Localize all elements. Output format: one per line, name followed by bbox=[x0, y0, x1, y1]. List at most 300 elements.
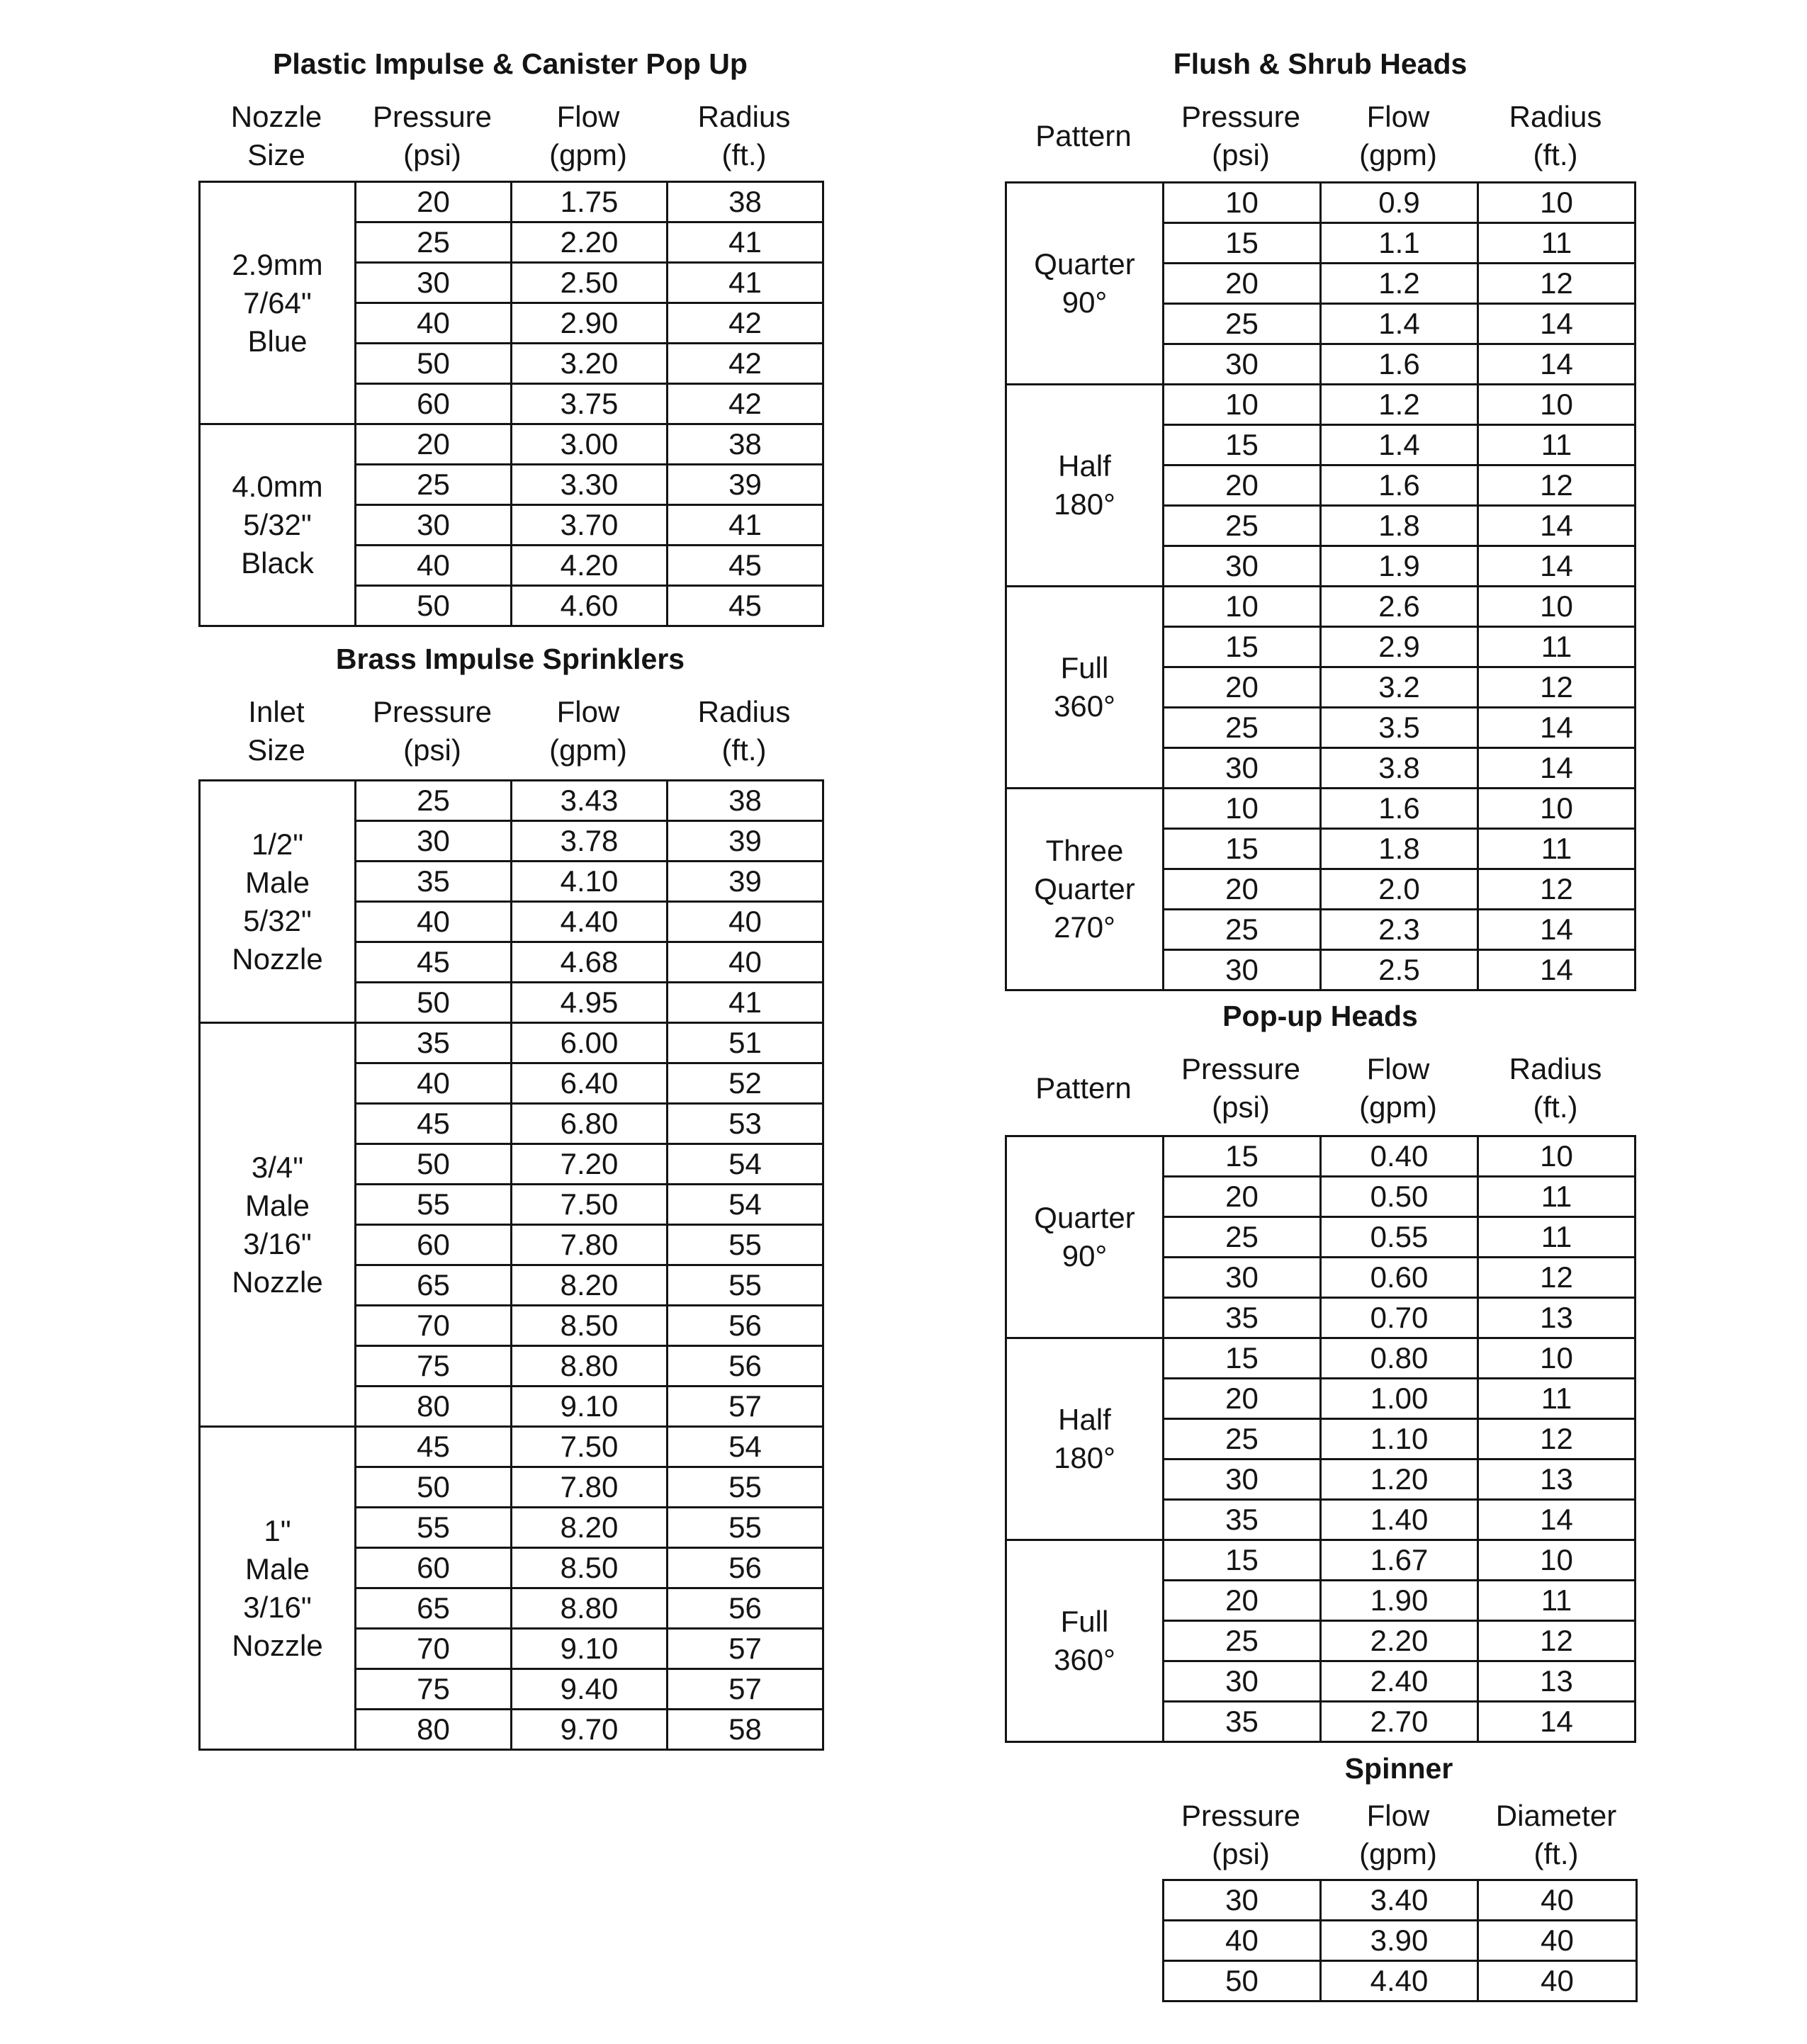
radius-cell: 14 bbox=[1478, 748, 1636, 789]
column-header-line2: (gpm) bbox=[1359, 1090, 1437, 1124]
table-row bbox=[1006, 587, 1636, 627]
flow-cell: 8.20 bbox=[512, 1508, 668, 1548]
flow-cell: 4.10 bbox=[512, 862, 668, 902]
flow-cell: 9.40 bbox=[512, 1669, 668, 1710]
pressure-cell: 50 bbox=[356, 1144, 512, 1185]
flow-cell: 2.3 bbox=[1321, 910, 1478, 950]
pressure-cell: 30 bbox=[1164, 1661, 1321, 1702]
pressure-cell: 15 bbox=[1164, 1136, 1321, 1177]
pressure-cell: 45 bbox=[356, 1427, 512, 1467]
radius-cell: 39 bbox=[668, 821, 823, 862]
flow-cell: 0.40 bbox=[1321, 1136, 1478, 1177]
flow-cell: 1.8 bbox=[1321, 506, 1478, 546]
radius-cell: 11 bbox=[1478, 1379, 1636, 1419]
flow-cell: 6.80 bbox=[512, 1104, 668, 1144]
spinner-table bbox=[1162, 1879, 1638, 2002]
group-label: 3/4" Male 3/16" Nozzle bbox=[200, 1023, 356, 1427]
pressure-cell: 50 bbox=[1164, 1961, 1321, 2001]
pressure-cell: 30 bbox=[1164, 546, 1321, 587]
table-row bbox=[1006, 1338, 1636, 1379]
radius-cell: 14 bbox=[1478, 1500, 1636, 1540]
flow-cell: 9.10 bbox=[512, 1629, 668, 1669]
radius-cell: 13 bbox=[1478, 1298, 1636, 1338]
radius-cell: 12 bbox=[1478, 869, 1636, 910]
pressure-cell: 35 bbox=[1164, 1500, 1321, 1540]
radius-cell: 52 bbox=[668, 1063, 823, 1104]
pressure-cell: 35 bbox=[356, 1023, 512, 1063]
pressure-cell: 25 bbox=[356, 781, 512, 821]
column-header-line1: Pattern bbox=[1035, 1071, 1132, 1105]
flow-cell: 2.5 bbox=[1321, 950, 1478, 990]
table-row bbox=[200, 182, 823, 222]
flow-cell: 0.9 bbox=[1321, 183, 1478, 223]
pressure-cell: 25 bbox=[1164, 1621, 1321, 1661]
spinner-header bbox=[1162, 1797, 1636, 1873]
flow-cell: 3.40 bbox=[1321, 1880, 1478, 1921]
diameter-cell: 40 bbox=[1478, 1880, 1637, 1921]
column-header-line1: Pressure bbox=[372, 100, 492, 133]
table-row bbox=[1006, 183, 1636, 223]
flow-cell: 8.80 bbox=[512, 1588, 668, 1629]
flow-cell: 4.95 bbox=[512, 983, 668, 1023]
flow-cell: 2.0 bbox=[1321, 869, 1478, 910]
group-label: Three Quarter 270° bbox=[1006, 789, 1164, 990]
column-header-line1: Diameter bbox=[1495, 1799, 1617, 1832]
pressure-cell: 60 bbox=[356, 1225, 512, 1265]
column-header bbox=[1477, 1797, 1636, 1873]
pressure-cell: 15 bbox=[1164, 627, 1321, 667]
pressure-cell: 25 bbox=[1164, 910, 1321, 950]
column-header bbox=[1319, 1797, 1477, 1873]
radius-cell: 45 bbox=[668, 546, 823, 586]
pressure-cell: 50 bbox=[356, 1467, 512, 1508]
pressure-cell: 75 bbox=[356, 1346, 512, 1387]
radius-cell: 10 bbox=[1478, 587, 1636, 627]
radius-cell: 40 bbox=[668, 942, 823, 983]
flow-cell: 1.8 bbox=[1321, 829, 1478, 869]
column-header bbox=[666, 693, 822, 769]
pressure-cell: 20 bbox=[1164, 667, 1321, 708]
radius-cell: 38 bbox=[668, 182, 823, 222]
radius-cell: 56 bbox=[668, 1346, 823, 1387]
table-row bbox=[200, 1427, 823, 1467]
flow-cell: 3.43 bbox=[512, 781, 668, 821]
flow-cell: 1.9 bbox=[1321, 546, 1478, 587]
flow-cell: 1.2 bbox=[1321, 385, 1478, 425]
column-header-line2: (psi) bbox=[403, 733, 461, 767]
group-label: 1/2" Male 5/32" Nozzle bbox=[200, 781, 356, 1023]
radius-cell: 12 bbox=[1478, 465, 1636, 506]
pressure-cell: 80 bbox=[356, 1710, 512, 1750]
flow-cell: 2.9 bbox=[1321, 627, 1478, 667]
radius-cell: 57 bbox=[668, 1387, 823, 1427]
spinner-title: Spinner bbox=[1344, 1752, 1453, 1785]
column-header-line1: Flow bbox=[1366, 1799, 1430, 1832]
brass-impulse-title: Brass Impulse Sprinklers bbox=[335, 643, 685, 675]
column-header-line1: Flow bbox=[556, 100, 620, 133]
column-header bbox=[1477, 1050, 1634, 1127]
pressure-cell: 20 bbox=[1164, 1581, 1321, 1621]
flow-cell: 3.2 bbox=[1321, 667, 1478, 708]
flow-cell: 7.50 bbox=[512, 1185, 668, 1225]
pressure-cell: 15 bbox=[1164, 1338, 1321, 1379]
radius-cell: 42 bbox=[668, 344, 823, 384]
pressure-cell: 25 bbox=[356, 465, 512, 505]
pressure-cell: 20 bbox=[356, 424, 512, 465]
radius-cell: 14 bbox=[1478, 304, 1636, 344]
column-header-line2: (gpm) bbox=[1359, 1837, 1437, 1870]
flow-cell: 3.8 bbox=[1321, 748, 1478, 789]
column-header bbox=[1162, 98, 1319, 174]
table-row bbox=[1006, 1136, 1636, 1177]
flow-cell: 3.75 bbox=[512, 384, 668, 424]
column-header-line2: (ft.) bbox=[721, 733, 767, 767]
flow-cell: 0.80 bbox=[1321, 1338, 1478, 1379]
flow-cell: 1.00 bbox=[1321, 1379, 1478, 1419]
pressure-cell: 20 bbox=[1164, 869, 1321, 910]
column-header bbox=[1319, 1050, 1477, 1127]
plastic-impulse-header bbox=[198, 98, 822, 174]
pressure-cell: 45 bbox=[356, 942, 512, 983]
radius-cell: 12 bbox=[1478, 1621, 1636, 1661]
column-header-line2: (psi) bbox=[1212, 1837, 1270, 1870]
pressure-cell: 15 bbox=[1164, 1540, 1321, 1581]
column-header-line1: Pressure bbox=[1181, 100, 1301, 133]
column-header-line1: Radius bbox=[697, 695, 791, 728]
pressure-cell: 25 bbox=[1164, 1419, 1321, 1459]
pressure-cell: 60 bbox=[356, 1548, 512, 1588]
flow-cell: 3.30 bbox=[512, 465, 668, 505]
pressure-cell: 25 bbox=[1164, 506, 1321, 546]
pressure-cell: 30 bbox=[1164, 950, 1321, 990]
flow-cell: 4.40 bbox=[1321, 1961, 1478, 2001]
pressure-cell: 70 bbox=[356, 1306, 512, 1346]
radius-cell: 11 bbox=[1478, 1581, 1636, 1621]
pressure-cell: 20 bbox=[1164, 465, 1321, 506]
flow-cell: 1.20 bbox=[1321, 1459, 1478, 1500]
pressure-cell: 60 bbox=[356, 384, 512, 424]
pressure-cell: 40 bbox=[356, 303, 512, 344]
radius-cell: 10 bbox=[1478, 183, 1636, 223]
flow-cell: 8.20 bbox=[512, 1265, 668, 1306]
pressure-cell: 15 bbox=[1164, 425, 1321, 465]
radius-cell: 13 bbox=[1478, 1459, 1636, 1500]
pressure-cell: 30 bbox=[356, 505, 512, 546]
radius-cell: 39 bbox=[668, 465, 823, 505]
column-header-line2: (ft.) bbox=[1533, 138, 1578, 171]
pressure-cell: 45 bbox=[356, 1104, 512, 1144]
flow-cell: 2.50 bbox=[512, 263, 668, 303]
table-row bbox=[200, 1023, 823, 1063]
radius-cell: 53 bbox=[668, 1104, 823, 1144]
pressure-cell: 25 bbox=[1164, 1217, 1321, 1258]
flow-cell: 1.4 bbox=[1321, 425, 1478, 465]
column-header-line2: (psi) bbox=[1212, 138, 1270, 171]
radius-cell: 41 bbox=[668, 263, 823, 303]
table-row bbox=[1006, 385, 1636, 425]
radius-cell: 14 bbox=[1478, 506, 1636, 546]
radius-cell: 12 bbox=[1478, 264, 1636, 304]
column-header-line1: Inlet bbox=[248, 695, 305, 728]
radius-cell: 38 bbox=[668, 424, 823, 465]
group-label: Half 180° bbox=[1006, 385, 1164, 587]
column-header-line1: Pattern bbox=[1035, 119, 1132, 152]
pressure-cell: 10 bbox=[1164, 183, 1321, 223]
column-header bbox=[1005, 1050, 1162, 1127]
flow-cell: 7.80 bbox=[512, 1467, 668, 1508]
plastic-impulse-table bbox=[198, 181, 824, 627]
pressure-cell: 20 bbox=[1164, 264, 1321, 304]
flow-cell: 1.6 bbox=[1321, 344, 1478, 385]
column-header-line1: Nozzle bbox=[230, 100, 322, 133]
flow-cell: 3.20 bbox=[512, 344, 668, 384]
column-header bbox=[666, 98, 822, 174]
pressure-cell: 25 bbox=[356, 222, 512, 263]
flush-shrub-title: Flush & Shrub Heads bbox=[1173, 47, 1468, 80]
pressure-cell: 30 bbox=[1164, 344, 1321, 385]
flow-cell: 4.20 bbox=[512, 546, 668, 586]
radius-cell: 12 bbox=[1478, 1258, 1636, 1298]
flush-shrub-header bbox=[1005, 98, 1634, 174]
flow-cell: 4.68 bbox=[512, 942, 668, 983]
pressure-cell: 10 bbox=[1164, 385, 1321, 425]
radius-cell: 57 bbox=[668, 1669, 823, 1710]
radius-cell: 41 bbox=[668, 505, 823, 546]
pressure-cell: 35 bbox=[1164, 1702, 1321, 1742]
flow-cell: 1.75 bbox=[512, 182, 668, 222]
radius-cell: 11 bbox=[1478, 627, 1636, 667]
flow-cell: 3.00 bbox=[512, 424, 668, 465]
pressure-cell: 20 bbox=[356, 182, 512, 222]
radius-cell: 42 bbox=[668, 303, 823, 344]
radius-cell: 14 bbox=[1478, 950, 1636, 990]
flow-cell: 9.70 bbox=[512, 1710, 668, 1750]
radius-cell: 11 bbox=[1478, 425, 1636, 465]
pressure-cell: 65 bbox=[356, 1588, 512, 1629]
column-header-line1: Flow bbox=[556, 695, 620, 728]
table-row bbox=[1006, 789, 1636, 829]
pressure-cell: 25 bbox=[1164, 304, 1321, 344]
table-row bbox=[1164, 1921, 1637, 1961]
pressure-cell: 15 bbox=[1164, 223, 1321, 264]
column-header-line1: Radius bbox=[697, 100, 791, 133]
group-label: Quarter 90° bbox=[1006, 1136, 1164, 1338]
pressure-cell: 35 bbox=[356, 862, 512, 902]
flow-cell: 0.60 bbox=[1321, 1258, 1478, 1298]
column-header-line2: (gpm) bbox=[549, 733, 627, 767]
pressure-cell: 35 bbox=[1164, 1298, 1321, 1338]
radius-cell: 10 bbox=[1478, 789, 1636, 829]
table-row bbox=[200, 424, 823, 465]
flow-cell: 4.60 bbox=[512, 586, 668, 626]
flow-cell: 1.1 bbox=[1321, 223, 1478, 264]
flow-cell: 2.70 bbox=[1321, 1702, 1478, 1742]
flow-cell: 7.80 bbox=[512, 1225, 668, 1265]
radius-cell: 11 bbox=[1478, 829, 1636, 869]
flow-cell: 8.50 bbox=[512, 1548, 668, 1588]
radius-cell: 39 bbox=[668, 862, 823, 902]
radius-cell: 10 bbox=[1478, 1136, 1636, 1177]
radius-cell: 56 bbox=[668, 1306, 823, 1346]
column-header bbox=[1005, 98, 1162, 174]
pressure-cell: 20 bbox=[1164, 1177, 1321, 1217]
flow-cell: 8.50 bbox=[512, 1306, 668, 1346]
pressure-cell: 25 bbox=[1164, 708, 1321, 748]
group-label: Quarter 90° bbox=[1006, 183, 1164, 385]
flow-cell: 3.78 bbox=[512, 821, 668, 862]
radius-cell: 51 bbox=[668, 1023, 823, 1063]
radius-cell: 57 bbox=[668, 1629, 823, 1669]
column-header-line2: (psi) bbox=[403, 138, 461, 171]
flow-cell: 3.90 bbox=[1321, 1921, 1478, 1961]
radius-cell: 11 bbox=[1478, 1177, 1636, 1217]
pressure-cell: 80 bbox=[356, 1387, 512, 1427]
column-header-line1: Pressure bbox=[1181, 1799, 1301, 1832]
pressure-cell: 40 bbox=[356, 546, 512, 586]
pressure-cell: 10 bbox=[1164, 587, 1321, 627]
column-header bbox=[354, 693, 510, 769]
flow-cell: 2.20 bbox=[512, 222, 668, 263]
column-header bbox=[1162, 1050, 1319, 1127]
radius-cell: 38 bbox=[668, 781, 823, 821]
pressure-cell: 30 bbox=[1164, 1459, 1321, 1500]
flow-cell: 0.50 bbox=[1321, 1177, 1478, 1217]
pressure-cell: 30 bbox=[1164, 748, 1321, 789]
radius-cell: 55 bbox=[668, 1467, 823, 1508]
flow-cell: 1.6 bbox=[1321, 789, 1478, 829]
radius-cell: 42 bbox=[668, 384, 823, 424]
column-header bbox=[510, 693, 666, 769]
pressure-cell: 70 bbox=[356, 1629, 512, 1669]
flow-cell: 3.70 bbox=[512, 505, 668, 546]
column-header-line2: (ft.) bbox=[1533, 1837, 1579, 1870]
flow-cell: 1.90 bbox=[1321, 1581, 1478, 1621]
radius-cell: 14 bbox=[1478, 1702, 1636, 1742]
pressure-cell: 50 bbox=[356, 586, 512, 626]
radius-cell: 11 bbox=[1478, 223, 1636, 264]
group-label: Full 360° bbox=[1006, 1540, 1164, 1742]
column-header-line1: Radius bbox=[1509, 100, 1602, 133]
flow-cell: 2.20 bbox=[1321, 1621, 1478, 1661]
radius-cell: 10 bbox=[1478, 1540, 1636, 1581]
popup-heads-title: Pop-up Heads bbox=[1222, 1000, 1418, 1032]
column-header-line1: Pressure bbox=[372, 695, 492, 728]
pressure-cell: 65 bbox=[356, 1265, 512, 1306]
radius-cell: 13 bbox=[1478, 1661, 1636, 1702]
radius-cell: 14 bbox=[1478, 546, 1636, 587]
flow-cell: 1.10 bbox=[1321, 1419, 1478, 1459]
flush-shrub-table bbox=[1005, 181, 1636, 991]
radius-cell: 55 bbox=[668, 1508, 823, 1548]
column-header bbox=[510, 98, 666, 174]
radius-cell: 54 bbox=[668, 1144, 823, 1185]
pressure-cell: 10 bbox=[1164, 789, 1321, 829]
column-header bbox=[198, 98, 354, 174]
column-header-line2: (gpm) bbox=[549, 138, 627, 171]
pressure-cell: 15 bbox=[1164, 829, 1321, 869]
pressure-cell: 40 bbox=[1164, 1921, 1321, 1961]
radius-cell: 14 bbox=[1478, 910, 1636, 950]
pressure-cell: 40 bbox=[356, 902, 512, 942]
brass-impulse-table bbox=[198, 779, 824, 1751]
flow-cell: 1.2 bbox=[1321, 264, 1478, 304]
diameter-cell: 40 bbox=[1478, 1921, 1637, 1961]
radius-cell: 56 bbox=[668, 1548, 823, 1588]
radius-cell: 41 bbox=[668, 222, 823, 263]
flow-cell: 2.6 bbox=[1321, 587, 1478, 627]
flow-cell: 2.90 bbox=[512, 303, 668, 344]
flow-cell: 0.55 bbox=[1321, 1217, 1478, 1258]
pressure-cell: 40 bbox=[356, 1063, 512, 1104]
column-header-line2: (psi) bbox=[1212, 1090, 1270, 1124]
radius-cell: 12 bbox=[1478, 667, 1636, 708]
column-header bbox=[1477, 98, 1634, 174]
flow-cell: 0.70 bbox=[1321, 1298, 1478, 1338]
table-row bbox=[200, 781, 823, 821]
radius-cell: 11 bbox=[1478, 1217, 1636, 1258]
group-label: Full 360° bbox=[1006, 587, 1164, 789]
column-header-line2: (ft.) bbox=[721, 138, 767, 171]
column-header-line1: Pressure bbox=[1181, 1052, 1301, 1085]
column-header-line1: Flow bbox=[1366, 100, 1430, 133]
column-header bbox=[1319, 98, 1477, 174]
radius-cell: 41 bbox=[668, 983, 823, 1023]
radius-cell: 56 bbox=[668, 1588, 823, 1629]
radius-cell: 55 bbox=[668, 1265, 823, 1306]
radius-cell: 58 bbox=[668, 1710, 823, 1750]
flow-cell: 9.10 bbox=[512, 1387, 668, 1427]
radius-cell: 40 bbox=[668, 902, 823, 942]
flow-cell: 1.4 bbox=[1321, 304, 1478, 344]
radius-cell: 14 bbox=[1478, 708, 1636, 748]
flow-cell: 8.80 bbox=[512, 1346, 668, 1387]
popup-heads-table bbox=[1005, 1135, 1636, 1743]
group-label: 1" Male 3/16" Nozzle bbox=[200, 1427, 356, 1750]
flow-cell: 7.50 bbox=[512, 1427, 668, 1467]
plastic-impulse-title: Plastic Impulse & Canister Pop Up bbox=[273, 47, 748, 80]
pressure-cell: 20 bbox=[1164, 1379, 1321, 1419]
diameter-cell: 40 bbox=[1478, 1961, 1637, 2001]
column-header-line2: Size bbox=[247, 733, 305, 767]
group-label: 2.9mm 7/64" Blue bbox=[200, 182, 356, 424]
pressure-cell: 75 bbox=[356, 1669, 512, 1710]
column-header-line2: (ft.) bbox=[1533, 1090, 1578, 1124]
table-row bbox=[1164, 1961, 1637, 2001]
group-label: 4.0mm 5/32" Black bbox=[200, 424, 356, 626]
column-header bbox=[1162, 1797, 1319, 1873]
radius-cell: 14 bbox=[1478, 344, 1636, 385]
flow-cell: 6.40 bbox=[512, 1063, 668, 1104]
flow-cell: 6.00 bbox=[512, 1023, 668, 1063]
popup-heads-header bbox=[1005, 1050, 1634, 1127]
column-header-line2: (gpm) bbox=[1359, 138, 1437, 171]
pressure-cell: 50 bbox=[356, 983, 512, 1023]
pressure-cell: 50 bbox=[356, 344, 512, 384]
flow-cell: 1.6 bbox=[1321, 465, 1478, 506]
flow-cell: 7.20 bbox=[512, 1144, 668, 1185]
table-row bbox=[1006, 1540, 1636, 1581]
flow-cell: 2.40 bbox=[1321, 1661, 1478, 1702]
column-header-line1: Radius bbox=[1509, 1052, 1602, 1085]
radius-cell: 12 bbox=[1478, 1419, 1636, 1459]
pressure-cell: 55 bbox=[356, 1185, 512, 1225]
flow-cell: 1.40 bbox=[1321, 1500, 1478, 1540]
radius-cell: 54 bbox=[668, 1185, 823, 1225]
radius-cell: 10 bbox=[1478, 1338, 1636, 1379]
pressure-cell: 30 bbox=[356, 821, 512, 862]
radius-cell: 10 bbox=[1478, 385, 1636, 425]
pressure-cell: 55 bbox=[356, 1508, 512, 1548]
